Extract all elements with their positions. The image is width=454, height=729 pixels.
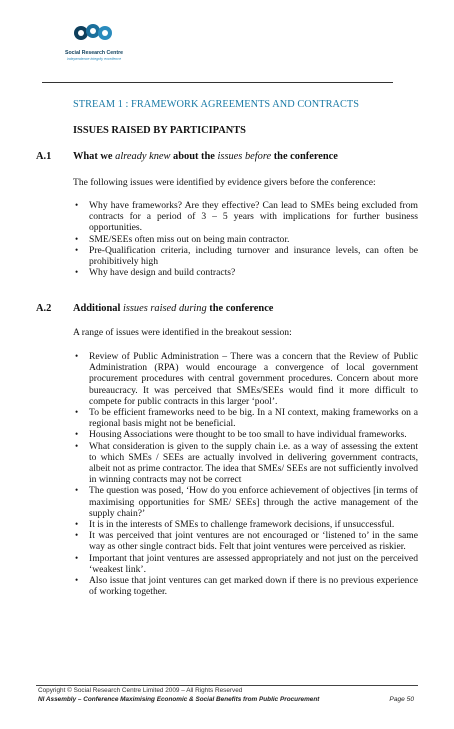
list-item: • Also issue that joint ventures can get marked down if there is no previous experience of working together.: [75, 575, 418, 598]
section-title: What we already knew about the issues before the conference: [73, 151, 338, 162]
bullet-icon: •: [75, 519, 79, 530]
list-item: • Pre-Qualification criteria, including turnover and insurance levels, can often be prohibitively high: [75, 244, 418, 268]
bullet-icon: •: [75, 233, 79, 244]
list-item: • What consideration is given to the supply chain i.e. as a way of assessing the extent to which SMEs / SEEs are actually involved in delivering government contracts, albeit not as prime contractor. The idea that SMEs/ SEEs are not sufficiently involved in winning contracts may not be correct: [75, 440, 418, 486]
footer-rule: [36, 685, 418, 686]
list-item: • Review of Public Administration – There was a concern that the Review of Public Administration (RPA) would encourage a convergence of local government procurement procedures with central government procedures. Concern about more bureaucracy. It was perceived that SMEs/SEEs would find it more difficult to compete for public contracts in this larger ‘pool’.: [75, 351, 418, 407]
section-intro: The following issues were identified by evidence givers before the conference:: [73, 177, 376, 188]
list-item: • Why have design and build contracts?: [75, 267, 236, 279]
list-item: • The question was posed, ‘How do you enforce achievement of objectives [in terms of maximising opportunities for SME/ SEEs] through the active management of the supply chain?’: [75, 485, 418, 519]
section-number: A.1: [36, 151, 52, 162]
bullet-icon: •: [75, 429, 79, 440]
bullet-icon: •: [75, 267, 79, 278]
footer-title: NI Assembly – Conference Maximising Economic & Social Benefits from Public Procurement: [38, 696, 320, 703]
bullet-icon: •: [75, 200, 79, 210]
logo-tagline: independence integrity excellence: [66, 57, 122, 61]
bullet-icon: •: [75, 244, 79, 255]
bullet-icon: •: [75, 485, 79, 496]
list-item: • Housing Associations were thought to be too small to have individual frameworks.: [75, 429, 407, 441]
logo: [54, 22, 134, 66]
bullet-list: [73, 200, 418, 278]
issues-heading: ISSUES RAISED BY PARTICIPANTS: [73, 125, 246, 136]
social-research-centre-logo-icon: [72, 22, 114, 46]
bullet-icon: •: [75, 552, 79, 563]
list-item: • It is in the interests of SMEs to challenge framework decisions, if unsuccessful.: [75, 519, 395, 531]
list-item: • Important that joint ventures are assessed appropriately and not just on the perceived ‘weakest link’.: [75, 552, 418, 575]
list-item: • To be efficient frameworks need to be big. In a NI context, making frameworks on a regional basis might not be beneficial.: [75, 407, 418, 430]
bullet-list: [73, 351, 418, 597]
list-item: • It was perceived that joint ventures are not encouraged or ‘listened to’ in the same way as other single contract bids. Felt that joint ventures were perceived as riskier.: [75, 530, 418, 553]
bullet-icon: •: [75, 575, 79, 586]
section-number: A.2: [36, 303, 52, 314]
bullet-icon: •: [75, 530, 79, 541]
list-item: • SME/SEEs often miss out on being main contractor.: [75, 233, 290, 245]
section-title: Additional issues raised during the conference: [73, 303, 274, 314]
bullet-icon: •: [75, 440, 79, 451]
list-item: • Why have frameworks? Are they effective? Can lead to SMEs being excluded from contracts for a period of 3 – 5 years with implications for further business opportunities.: [75, 200, 418, 234]
logo-name: Social Research Centre: [65, 50, 123, 56]
stream-heading: STREAM 1 : FRAMEWORK AGREEMENTS AND CONTRACTS: [73, 99, 360, 110]
bullet-icon: •: [75, 351, 79, 361]
bullet-icon: •: [75, 407, 79, 418]
header-rule: [42, 82, 393, 83]
section-intro: A range of issues were identified in the breakout session:: [73, 327, 292, 338]
page-number: Page 50: [389, 696, 414, 703]
copyright-notice: Copyright © Social Research Centre Limited 2009 – All Rights Reserved: [38, 687, 243, 694]
